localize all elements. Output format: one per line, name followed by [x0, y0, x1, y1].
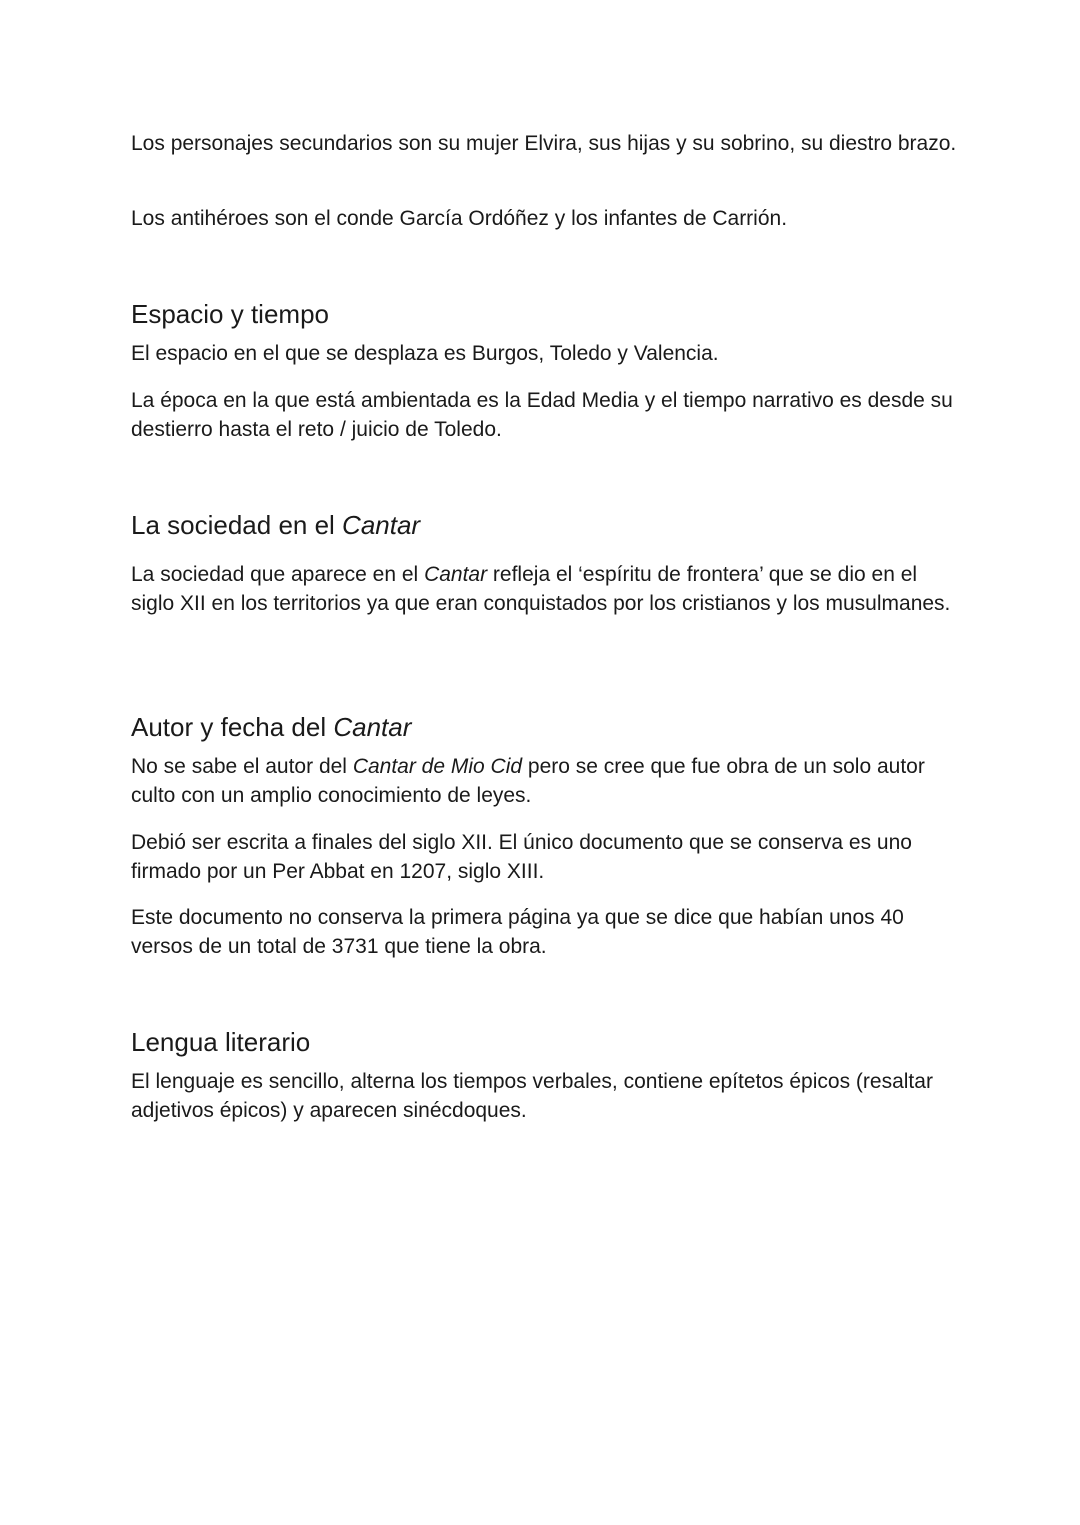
- section-heading-autor: [131, 710, 961, 744]
- paragraph-text: pero se cree que fue obra de un solo autor culto con un amplio conocimiento de leyes.: [131, 755, 925, 807]
- intro-paragraph-secundarios: Los personajes secundarios son su mujer Elvira, sus hijas y su sobrino, su diestro brazo.: [131, 132, 957, 155]
- paragraph-text: No se sabe el autor del: [131, 755, 353, 778]
- section-heading-lengua: Lengua literario: [131, 1027, 311, 1057]
- heading-italic-title: Cantar: [333, 712, 412, 742]
- autor-paragraph-1: [131, 752, 961, 810]
- autor-paragraph-2: Debió ser escrita a finales del siglo XII. El único documento que se conserva es uno firmado por un Per Abbat en 1207, siglo XIII.: [131, 831, 912, 883]
- heading-text: La sociedad en el: [131, 510, 343, 540]
- sociedad-paragraph-1: [131, 560, 961, 618]
- espacio-paragraph-2: La época en la que está ambientada es la Edad Media y el tiempo narrativo es desde su destierro hasta el reto / juicio de Toledo.: [131, 389, 953, 441]
- italic-title: Cantar: [424, 563, 488, 586]
- lengua-paragraph-1: El lenguaje es sencillo, alterna los tiempos verbales, contiene epítetos épicos (resaltar adjetivos épicos) y aparecen sinécdoques.: [131, 1070, 933, 1122]
- autor-paragraph-3: Este documento no conserva la primera página ya que se dice que habían unos 40 versos de un total de 3731 que tiene la obra.: [131, 906, 904, 958]
- intro-paragraph-antiheroes: Los antihéroes son el conde García Ordóñez y los infantes de Carrión.: [131, 207, 788, 230]
- italic-title: Cantar de Mio Cid: [352, 755, 523, 778]
- heading-italic-title: Cantar: [342, 510, 421, 540]
- espacio-paragraph-1: El espacio en el que se desplaza es Burgos, Toledo y Valencia.: [131, 342, 719, 365]
- section-heading-espacio: Espacio y tiempo: [131, 299, 329, 329]
- paragraph-text: refleja el ‘espíritu de frontera’ que se dio en el siglo XII en los territorios ya que eran conquistados por los cristianos y los musulmanes.: [131, 563, 951, 615]
- paragraph-text: La sociedad que aparece en el: [131, 563, 425, 586]
- section-heading-sociedad: [131, 508, 961, 542]
- heading-text: Autor y fecha del: [131, 712, 334, 742]
